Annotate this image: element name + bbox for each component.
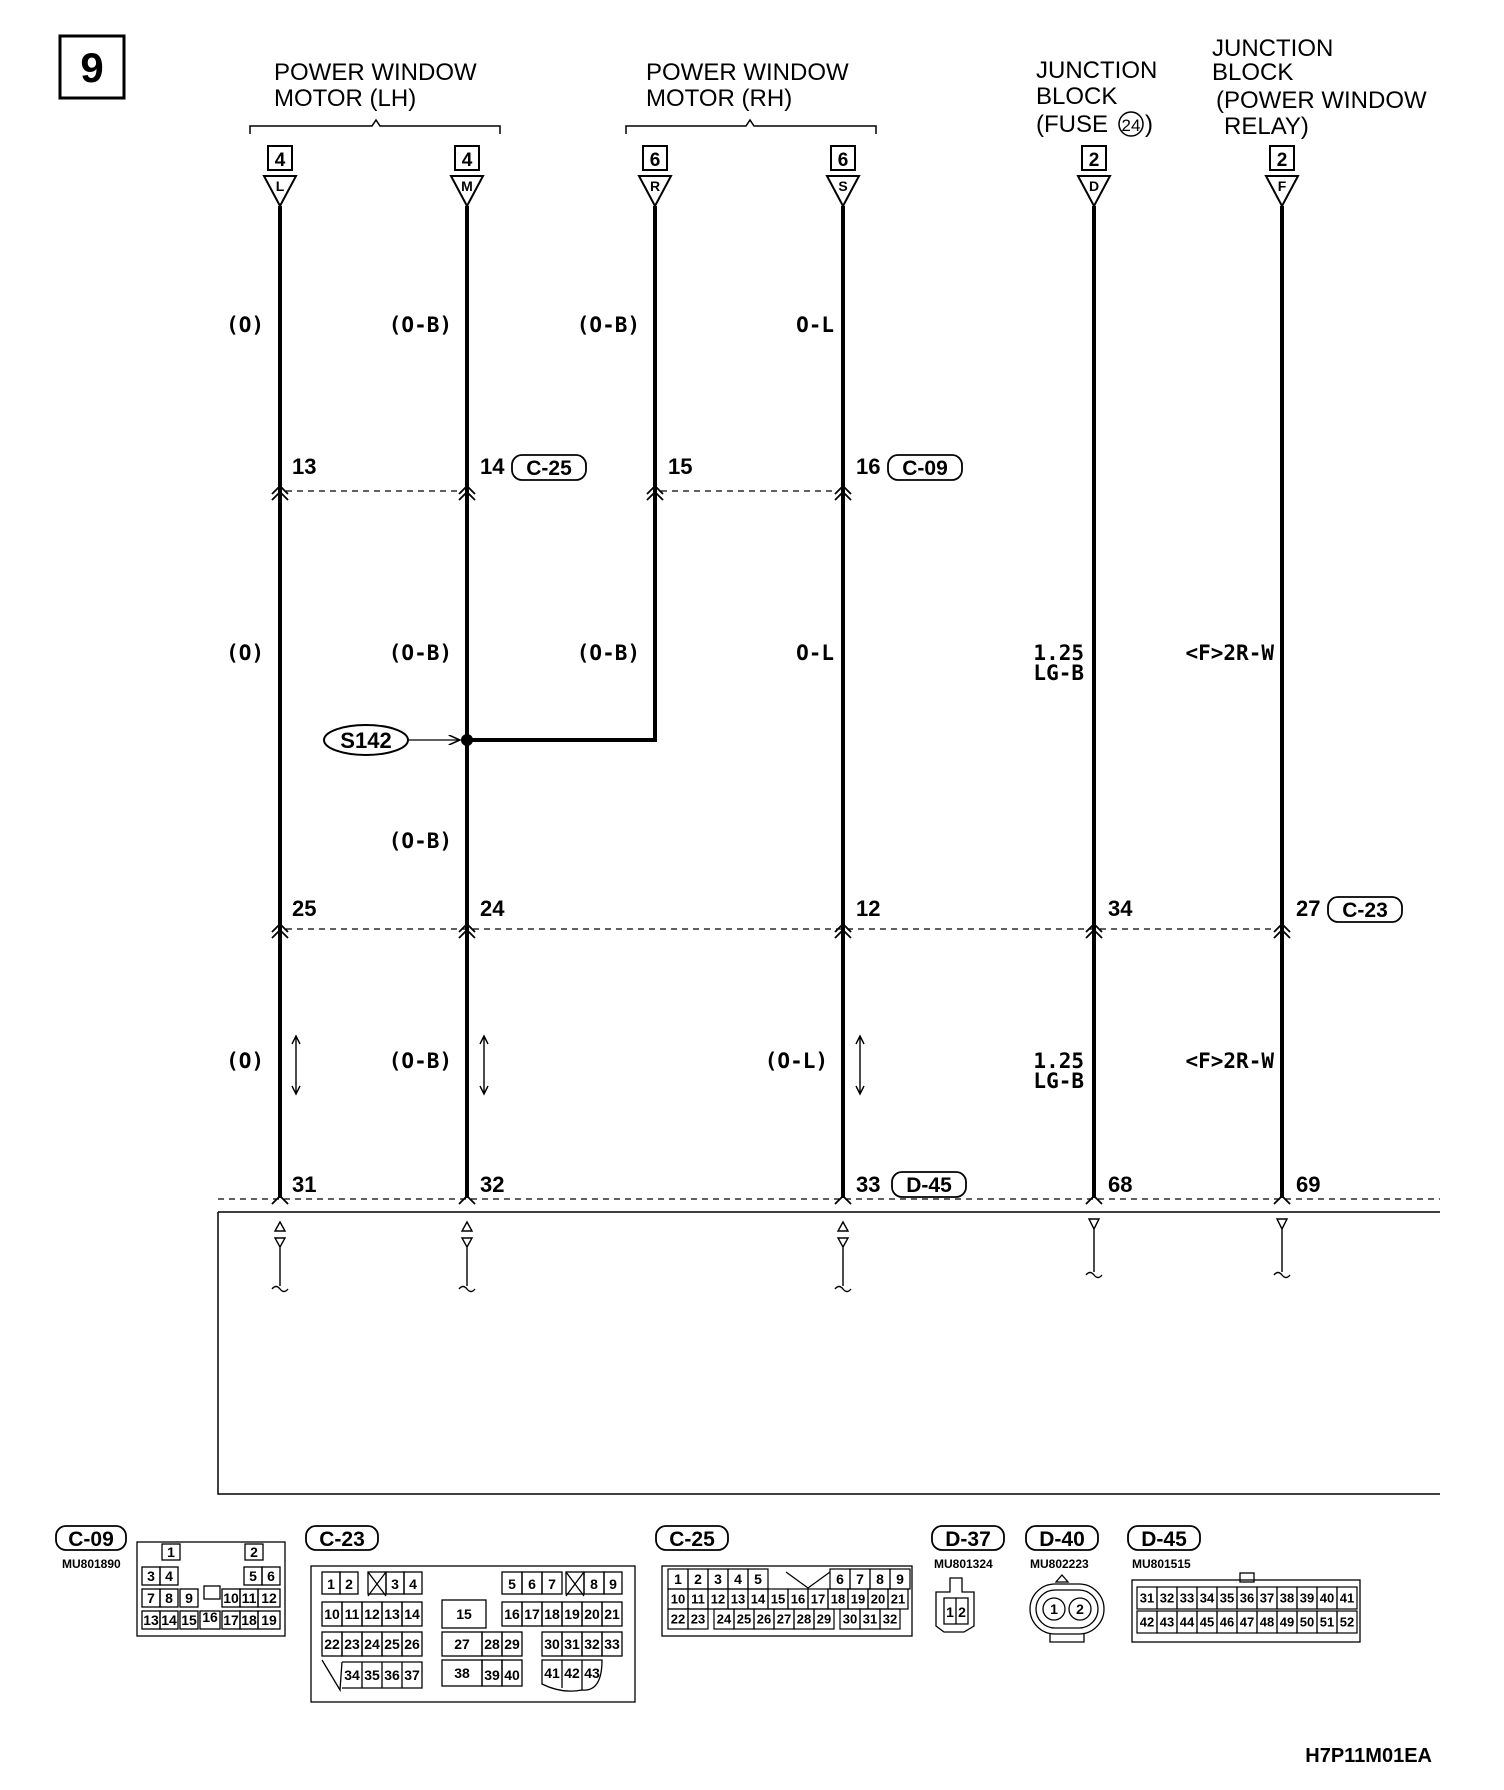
c25-pin-label: 26 — [756, 1611, 772, 1627]
row1-chevrons — [272, 486, 851, 500]
svg-text:2: 2 — [1088, 150, 1100, 171]
svg-text:1: 1 — [167, 1544, 175, 1560]
svg-text:1: 1 — [1050, 1601, 1058, 1617]
header-rh-line1: POWER WINDOW — [646, 59, 849, 86]
d45-pin-label: 43 — [1159, 1614, 1175, 1630]
d45-pin-label: 52 — [1339, 1614, 1355, 1630]
svg-text:38: 38 — [454, 1665, 470, 1681]
row2-pin-12: 12 — [856, 896, 881, 921]
d45-pin-label: 40 — [1319, 1590, 1335, 1606]
row1-pin-14: 14 — [480, 454, 505, 479]
wire-label-upper-1: (O) — [226, 313, 264, 337]
svg-text:2: 2 — [1276, 150, 1288, 171]
legend-c25-name: C-25 — [669, 1528, 715, 1551]
d45-pin-label: 32 — [1159, 1590, 1175, 1606]
header-jb-fuse — [1036, 57, 1157, 138]
legend-d45-part: MU801515 — [1132, 1557, 1191, 1571]
svg-text:19: 19 — [261, 1612, 277, 1628]
svg-text:M: M — [461, 178, 473, 194]
svg-text:43: 43 — [584, 1665, 600, 1681]
svg-text:35: 35 — [364, 1667, 380, 1683]
svg-text:C-23: C-23 — [1342, 899, 1388, 922]
svg-text:4: 4 — [409, 1576, 417, 1592]
svg-text:24: 24 — [364, 1636, 380, 1652]
c25-pin-label: 13 — [730, 1591, 746, 1607]
header-lh-line2: MOTOR (LH) — [274, 85, 417, 112]
svg-text:4: 4 — [274, 150, 286, 171]
svg-text:42: 42 — [564, 1665, 580, 1681]
svg-text:9: 9 — [185, 1590, 193, 1606]
svg-text:17: 17 — [524, 1606, 540, 1622]
row1-connector-c25 — [512, 455, 586, 480]
c25-pin-label: 1 — [674, 1571, 682, 1588]
svg-text:8: 8 — [590, 1576, 598, 1592]
legend-c09-name: C-09 — [68, 1528, 114, 1551]
wire-label-upper-4: O-L — [796, 313, 834, 337]
svg-text:6: 6 — [837, 150, 849, 171]
c25-pin-label: 28 — [796, 1611, 812, 1627]
c25-pin-label: 30 — [842, 1611, 858, 1627]
svg-text:6: 6 — [267, 1568, 275, 1584]
row3-pin-68: 68 — [1108, 1172, 1133, 1197]
svg-text:D: D — [1088, 178, 1100, 194]
d45-pin-label: 51 — [1319, 1614, 1335, 1630]
wire-label-lower-6: <F>2R-W — [1185, 1049, 1274, 1073]
d45-pin-label: 49 — [1279, 1614, 1295, 1630]
top-connector-3 — [639, 146, 671, 206]
legend-d37 — [932, 1526, 1004, 1632]
row3-pin-69: 69 — [1296, 1172, 1321, 1197]
header-fuse-line3: (FUSE — [1036, 111, 1108, 138]
wire-label-middle-2: (O-B) — [388, 641, 452, 665]
legend-d40-part: MU802223 — [1030, 1557, 1089, 1571]
wire-label-lower-1: (O) — [226, 1049, 264, 1073]
wire-label-middle-7: <F>2R-W — [1185, 641, 1274, 665]
svg-text:34: 34 — [344, 1667, 360, 1683]
svg-text:4: 4 — [165, 1568, 173, 1584]
page-number: 9 — [80, 44, 104, 91]
svg-text:41: 41 — [544, 1665, 560, 1681]
svg-text:D-45: D-45 — [906, 1174, 952, 1197]
d45-pin-label: 41 — [1339, 1590, 1355, 1606]
svg-text:14: 14 — [161, 1612, 177, 1628]
d45-pin-label: 48 — [1259, 1614, 1275, 1630]
control-unit-box — [218, 1212, 1440, 1494]
legend-d45 — [1128, 1526, 1360, 1642]
svg-text:12: 12 — [261, 1590, 277, 1606]
row3-pin-33: 33 — [856, 1172, 881, 1197]
legend-c25-pins — [668, 1569, 910, 1629]
c25-pin-label: 19 — [850, 1591, 866, 1607]
svg-text:33: 33 — [604, 1636, 620, 1652]
c25-pin-label: 17 — [810, 1591, 826, 1607]
svg-text:13: 13 — [384, 1606, 400, 1622]
svg-text:2: 2 — [250, 1544, 258, 1560]
row3-chevrons — [272, 1196, 1290, 1204]
row2-pin-25: 25 — [292, 896, 317, 921]
row1-pin-15: 15 — [668, 454, 693, 479]
header-relay-line4: RELAY) — [1224, 113, 1309, 140]
d45-pin-label: 42 — [1139, 1614, 1155, 1630]
svg-text:39: 39 — [484, 1667, 500, 1683]
wire-label-upper-3: (O-B) — [576, 313, 640, 337]
legend-c23-name: C-23 — [319, 1528, 365, 1551]
row1-pin-16: 16 — [856, 454, 881, 479]
c25-pin-label: 6 — [836, 1571, 844, 1588]
svg-text:6: 6 — [528, 1576, 536, 1592]
svg-text:16: 16 — [504, 1606, 520, 1622]
svg-text:11: 11 — [241, 1590, 257, 1606]
header-lh-brace — [250, 120, 500, 134]
legend-d37-part: MU801324 — [934, 1557, 993, 1571]
svg-text:6: 6 — [649, 150, 661, 171]
legend-c09-part: MU801890 — [62, 1557, 121, 1571]
d45-pin-label: 36 — [1239, 1590, 1255, 1606]
terminal-symbols — [272, 1219, 1290, 1292]
wire-label-lower-3: (O-L) — [764, 1049, 828, 1073]
svg-text:13: 13 — [143, 1612, 159, 1628]
svg-text:26: 26 — [404, 1636, 420, 1652]
fuse-number: 24 — [1121, 116, 1141, 135]
d45-pin-label: 33 — [1179, 1590, 1195, 1606]
top-connector-4 — [827, 146, 859, 206]
svg-text:1: 1 — [946, 1604, 954, 1620]
row1-pin-13: 13 — [292, 454, 317, 479]
c25-pin-label: 11 — [691, 1591, 705, 1607]
svg-text:2: 2 — [1076, 1601, 1084, 1617]
svg-text:R: R — [649, 178, 661, 194]
legend-d45-name: D-45 — [1141, 1528, 1187, 1551]
d45-pin-label: 38 — [1279, 1590, 1295, 1606]
row3-connector-d45 — [892, 1172, 966, 1197]
row2-pin-24: 24 — [480, 896, 505, 921]
svg-text:7: 7 — [147, 1590, 155, 1606]
svg-text:L: L — [275, 178, 285, 194]
top-connector-6 — [1266, 146, 1298, 206]
header-jb-relay — [1212, 35, 1427, 140]
header-rh-line2: MOTOR (RH) — [646, 85, 793, 112]
svg-text:18: 18 — [544, 1606, 560, 1622]
svg-text:12: 12 — [364, 1606, 380, 1622]
header-fuse-line1: JUNCTION — [1036, 57, 1158, 84]
header-pw-motor-rh — [626, 59, 876, 134]
wire-label-middle-4: O-L — [796, 641, 834, 665]
c25-pin-label: 29 — [816, 1611, 832, 1627]
svg-text:15: 15 — [181, 1612, 197, 1628]
svg-text:1: 1 — [327, 1576, 335, 1592]
d45-pin-label: 45 — [1199, 1614, 1215, 1630]
header-fuse-paren: ) — [1145, 111, 1153, 138]
wire-label-middle-3: (O-B) — [576, 641, 640, 665]
wire-label-lower-4: 1.25 — [1033, 1049, 1084, 1073]
c25-pin-label: 16 — [790, 1591, 806, 1607]
c25-pin-label: 8 — [876, 1571, 884, 1588]
svg-text:C-25: C-25 — [526, 457, 572, 480]
c25-pin-label: 3 — [714, 1571, 722, 1588]
d45-pin-label: 34 — [1199, 1590, 1215, 1606]
svg-text:8: 8 — [165, 1590, 173, 1606]
svg-text:4: 4 — [461, 150, 473, 171]
row3-pin-32: 32 — [480, 1172, 505, 1197]
splice-s142 — [324, 725, 473, 755]
svg-text:22: 22 — [324, 1636, 340, 1652]
wire-label-middle-6: LG-B — [1033, 661, 1084, 685]
c25-pin-label: 27 — [776, 1611, 792, 1627]
c25-pin-label: 4 — [734, 1571, 742, 1588]
svg-text:18: 18 — [241, 1612, 257, 1628]
wire-label-middle-1: (O) — [226, 641, 264, 665]
header-relay-line1: JUNCTION — [1212, 35, 1334, 62]
svg-text:23: 23 — [344, 1636, 360, 1652]
svg-text:20: 20 — [584, 1606, 600, 1622]
header-relay-line2: BLOCK — [1212, 59, 1294, 86]
top-connector-2 — [451, 146, 483, 206]
top-connector-5 — [1078, 146, 1110, 206]
svg-text:32: 32 — [584, 1636, 600, 1652]
row2-chevrons — [272, 924, 1290, 938]
c25-pin-label: 7 — [856, 1571, 864, 1588]
svg-text:29: 29 — [504, 1636, 520, 1652]
legend-d40-name: D-40 — [1039, 1528, 1085, 1551]
wire-label-lower-5: LG-B — [1033, 1069, 1084, 1093]
svg-text:10: 10 — [223, 1590, 239, 1606]
wire-label-upper-2: (O-B) — [388, 313, 452, 337]
svg-text:9: 9 — [609, 1576, 617, 1592]
page-number-box — [60, 36, 124, 98]
row3-pin-31: 31 — [292, 1172, 317, 1197]
c25-pin-label: 15 — [770, 1591, 786, 1607]
wire-label-after-splice: (O-B) — [388, 829, 452, 853]
d45-pin-label: 50 — [1299, 1614, 1315, 1630]
c25-pin-label: 20 — [870, 1591, 886, 1607]
svg-text:C-09: C-09 — [902, 457, 948, 480]
row2-pin-27: 27 — [1296, 896, 1321, 921]
svg-text:16: 16 — [202, 1609, 218, 1625]
d45-pin-label: 31 — [1139, 1590, 1155, 1606]
d45-pin-label: 46 — [1219, 1614, 1235, 1630]
svg-text:3: 3 — [391, 1576, 399, 1592]
d45-pin-label: 39 — [1299, 1590, 1315, 1606]
svg-text:2: 2 — [345, 1576, 353, 1592]
legend-c09 — [56, 1526, 285, 1636]
wire-label-lower-2: (O-B) — [388, 1049, 452, 1073]
svg-text:7: 7 — [548, 1576, 556, 1592]
legend-d40 — [1026, 1526, 1104, 1642]
c25-pin-label: 2 — [694, 1571, 702, 1588]
header-rh-brace — [626, 120, 876, 134]
c25-pin-label: 31 — [862, 1611, 878, 1627]
c25-pin-label: 21 — [890, 1591, 906, 1607]
c25-pin-label: 12 — [710, 1591, 726, 1607]
d45-pin-label: 44 — [1179, 1614, 1195, 1630]
top-connector-1 — [264, 146, 296, 206]
c25-pin-label: 18 — [830, 1591, 846, 1607]
c25-pin-label: 10 — [670, 1591, 686, 1607]
legend-c25 — [656, 1526, 912, 1636]
d45-pin-label: 47 — [1239, 1614, 1255, 1630]
svg-text:S142: S142 — [340, 728, 392, 753]
header-relay-line3: (POWER WINDOW — [1216, 87, 1427, 114]
svg-text:S: S — [838, 178, 848, 194]
legend-c23 — [306, 1526, 635, 1702]
c25-pin-label: 24 — [716, 1611, 732, 1627]
svg-text:40: 40 — [504, 1667, 520, 1683]
svg-text:36: 36 — [384, 1667, 400, 1683]
svg-text:28: 28 — [484, 1636, 500, 1652]
svg-text:2: 2 — [958, 1604, 966, 1620]
svg-text:21: 21 — [604, 1606, 620, 1622]
svg-text:14: 14 — [404, 1606, 420, 1622]
svg-text:37: 37 — [404, 1667, 420, 1683]
svg-text:17: 17 — [223, 1612, 239, 1628]
svg-text:30: 30 — [544, 1636, 560, 1652]
header-lh-line1: POWER WINDOW — [274, 59, 477, 86]
c25-pin-label: 25 — [736, 1611, 752, 1627]
row2-connector-c23 — [1328, 897, 1402, 922]
wire-label-middle-5: 1.25 — [1033, 641, 1084, 665]
svg-text:25: 25 — [384, 1636, 400, 1652]
legend-d37-name: D-37 — [945, 1528, 991, 1551]
header-fuse-line2: BLOCK — [1036, 83, 1118, 110]
c25-pin-label: 22 — [670, 1611, 686, 1627]
svg-text:11: 11 — [344, 1606, 360, 1622]
d45-pin-label: 37 — [1259, 1590, 1275, 1606]
row1-connector-c09 — [888, 455, 962, 480]
header-pw-motor-lh — [250, 59, 500, 134]
c25-pin-label: 9 — [896, 1571, 904, 1588]
c25-pin-label: 5 — [754, 1571, 762, 1588]
svg-text:19: 19 — [564, 1606, 580, 1622]
row2-pin-34: 34 — [1108, 896, 1133, 921]
d45-pin-label: 35 — [1219, 1590, 1235, 1606]
diagram-code: H7P11M01EA — [1305, 1745, 1432, 1767]
c25-pin-label: 32 — [882, 1611, 898, 1627]
svg-text:5: 5 — [249, 1568, 257, 1584]
svg-text:F: F — [1277, 178, 1287, 194]
svg-text:31: 31 — [564, 1636, 580, 1652]
c25-pin-label: 23 — [690, 1611, 706, 1627]
legend-d45-pins — [1137, 1587, 1357, 1633]
svg-text:27: 27 — [454, 1636, 470, 1652]
svg-text:3: 3 — [147, 1568, 155, 1584]
svg-text:10: 10 — [324, 1606, 340, 1622]
c25-pin-label: 14 — [750, 1591, 766, 1607]
svg-text:5: 5 — [508, 1576, 516, 1592]
svg-text:15: 15 — [456, 1606, 472, 1622]
